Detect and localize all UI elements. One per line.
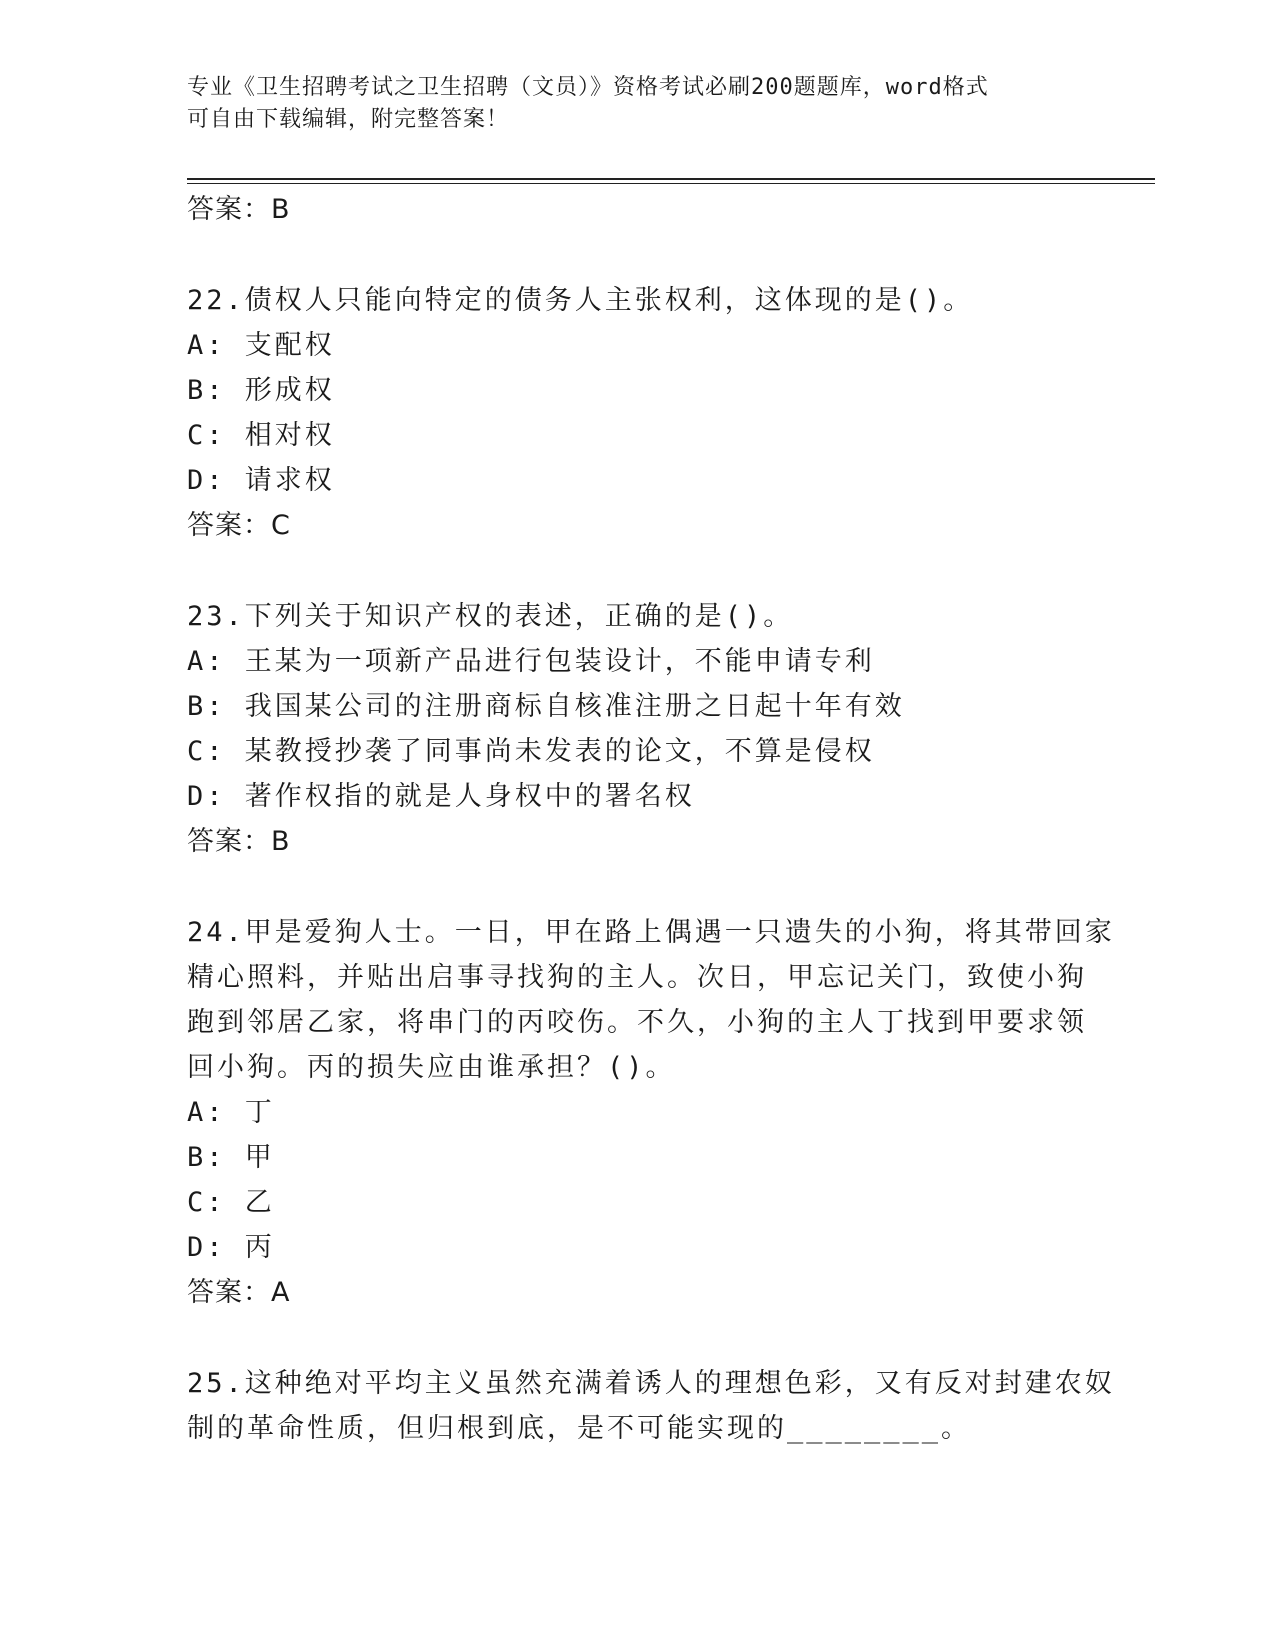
option-c: C: 相对权 (187, 420, 335, 451)
header-divider-thin (187, 183, 1155, 184)
question-text-line-2: 制的革命性质，但归根到底，是不可能实现的________。 (187, 1413, 972, 1444)
option-d: D: 请求权 (187, 465, 335, 496)
question-text: 22.债权人只能向特定的债务人主张权利，这体现的是()。 (187, 285, 974, 316)
option-b: B: 形成权 (187, 375, 335, 406)
option-d: D: 丙 (187, 1232, 275, 1263)
option-a: A: 王某为一项新产品进行包装设计，不能申请专利 (187, 646, 875, 677)
option-b: B: 甲 (187, 1142, 275, 1173)
option-c: C: 某教授抄袭了同事尚未发表的论文，不算是侵权 (187, 736, 875, 767)
header-line-1: 专业《卫生招聘考试之卫生招聘（文员）》资格考试必刷200题题库，word格式 (187, 75, 989, 100)
option-d: D: 著作权指的就是人身权中的署名权 (187, 781, 695, 812)
document-header (187, 72, 1067, 136)
question-text-line-1: 25.这种绝对平均主义虽然充满着诱人的理想色彩，又有反对封建农奴 (187, 1368, 1115, 1399)
spacer (187, 1315, 1087, 1361)
question-24 (187, 910, 1115, 1315)
answer: 答案：A (187, 1277, 291, 1308)
question-text-line-1: 24.甲是爱狗人士。一日，甲在路上偶遇一只遗失的小狗，将其带回家 (187, 917, 1115, 948)
spacer (187, 548, 1087, 594)
answer: 答案：B (187, 826, 291, 857)
question-23 (187, 594, 1087, 864)
question-text-line-2: 精心照料，并贴出启事寻找狗的主人。次日，甲忘记关门，致使小狗 (187, 962, 1087, 993)
question-25 (187, 1361, 1115, 1451)
question-text: 23.下列关于知识产权的表述，正确的是()。 (187, 601, 794, 632)
question-text-line-3: 跑到邻居乙家，将串门的丙咬伤。不久，小狗的主人丁找到甲要求领 (187, 1007, 1087, 1038)
question-text-line-4: 回小狗。丙的损失应由谁承担？()。 (187, 1052, 676, 1083)
answer: 答案：C (187, 510, 291, 541)
question-22 (187, 278, 1087, 548)
option-b: B: 我国某公司的注册商标自核准注册之日起十年有效 (187, 691, 905, 722)
header-line-2: 可自由下载编辑，附完整答案！ (187, 107, 510, 132)
spacer (187, 232, 1087, 278)
spacer (187, 864, 1087, 910)
previous-answer: 答案：B (187, 194, 291, 225)
option-c: C: 乙 (187, 1187, 275, 1218)
question-list (187, 187, 1115, 1451)
option-a: A: 丁 (187, 1097, 275, 1128)
header-divider (187, 178, 1155, 180)
option-a: A: 支配权 (187, 330, 335, 361)
